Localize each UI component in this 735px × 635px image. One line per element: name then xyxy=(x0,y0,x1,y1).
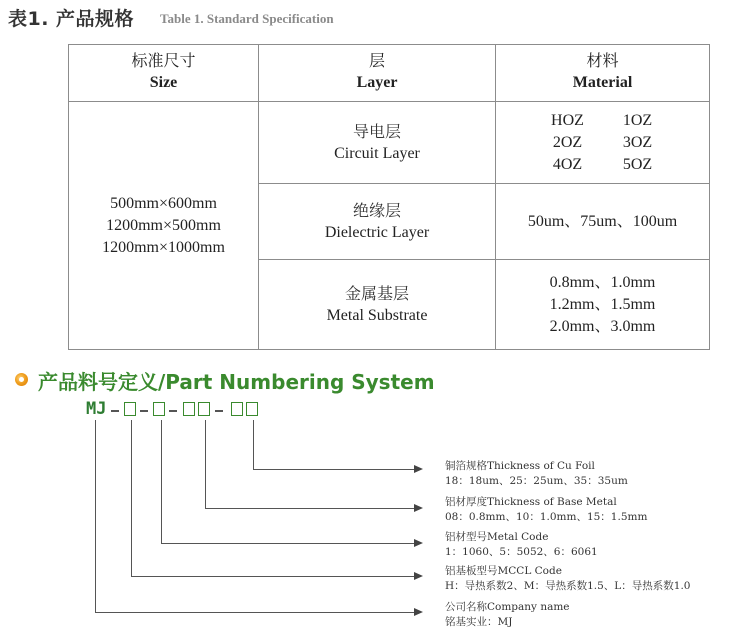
material-value: 1OZ xyxy=(622,111,653,129)
table-header-row xyxy=(69,45,710,102)
arrow-icon xyxy=(414,539,423,547)
code-prefix: MJ xyxy=(86,399,107,419)
connector-line xyxy=(205,508,416,509)
size-value: 1200mm×500mm xyxy=(106,216,221,234)
part-desc-values: H：导热系数2、M：导热系数1.5、L：导热系数1.0 xyxy=(445,580,691,592)
part-desc-title: 铝基板型号MCCL Code xyxy=(445,565,562,577)
bullet-icon xyxy=(15,373,28,386)
material-dielectric xyxy=(496,184,710,260)
layer-metal xyxy=(259,260,496,350)
part-desc-metal-code xyxy=(445,530,598,560)
part-desc-title: 铝材型号Metal Code xyxy=(445,531,549,543)
code-box-thickness-2 xyxy=(198,402,210,416)
material-value: 0.8mm、1.0mm xyxy=(549,273,656,291)
part-desc-company xyxy=(445,600,570,630)
code-box-thickness-1 xyxy=(183,402,195,416)
part-desc-title: 铜箔规格Thickness of Cu Foil xyxy=(445,460,595,472)
connector-line xyxy=(161,420,162,544)
connector-line xyxy=(253,420,254,470)
material-value: 3OZ xyxy=(622,133,653,151)
connector-line xyxy=(131,576,416,577)
header-layer-cn: 层 xyxy=(368,53,385,70)
material-metal xyxy=(496,260,710,350)
layer-dielectric-cn: 绝缘层 xyxy=(352,200,401,220)
code-dash xyxy=(215,410,223,412)
header-layer xyxy=(259,45,496,102)
material-value: 2.0mm、3.0mm xyxy=(549,317,656,335)
material-circuit xyxy=(496,102,710,184)
code-dash xyxy=(111,410,119,412)
code-dash xyxy=(169,410,177,412)
part-desc-title: 公司名称Company name xyxy=(445,601,570,613)
section-title: 产品料号定义/Part Numbering System xyxy=(38,370,435,394)
part-desc-values: 1：1060、5：5052、6：6061 xyxy=(445,546,598,558)
arrow-icon xyxy=(414,465,423,473)
connector-line xyxy=(253,469,416,470)
header-size-en: Size xyxy=(149,74,178,91)
code-dash xyxy=(140,410,148,412)
material-value: HOZ xyxy=(551,111,584,129)
connector-line xyxy=(161,543,416,544)
table-title-en: Table 1. Standard Specification xyxy=(160,11,334,26)
layer-circuit-cn: 导电层 xyxy=(352,121,401,141)
table-row-circuit xyxy=(69,102,710,184)
size-value: 1200mm×1000mm xyxy=(102,238,225,256)
material-row xyxy=(496,110,709,132)
connector-line xyxy=(95,420,96,613)
part-desc-mccl-code xyxy=(445,564,690,594)
part-desc-title: 铝材厚度Thickness of Base Metal xyxy=(445,496,617,508)
material-value: 2OZ xyxy=(552,133,583,151)
code-box-metal xyxy=(153,402,165,416)
part-desc-base-metal xyxy=(445,495,647,525)
size-value: 500mm×600mm xyxy=(110,194,217,212)
arrow-icon xyxy=(414,504,423,512)
material-value: 1.2mm、1.5mm xyxy=(549,295,656,313)
layer-metal-en: Metal Substrate xyxy=(326,306,428,324)
code-box-cufoil-2 xyxy=(246,402,258,416)
connector-line xyxy=(205,420,206,509)
material-row xyxy=(496,132,709,154)
part-desc-values: 08：0.8mm、10：1.0mm、15：1.5mm xyxy=(445,511,648,523)
layer-dielectric xyxy=(259,184,496,260)
layer-metal-cn: 金属基层 xyxy=(344,283,409,303)
code-box-mccl xyxy=(124,402,136,416)
material-value: 5OZ xyxy=(622,155,653,173)
spec-table xyxy=(68,44,710,350)
arrow-icon xyxy=(414,608,423,616)
layer-dielectric-en: Dielectric Layer xyxy=(324,223,430,241)
header-material-en: Material xyxy=(572,74,633,91)
part-desc-values: 18：18um、25：25um、35：35um xyxy=(445,475,628,487)
connector-line xyxy=(95,612,416,613)
layer-circuit xyxy=(259,102,496,184)
material-row xyxy=(496,154,709,176)
connector-line xyxy=(131,420,132,577)
header-size xyxy=(69,45,259,102)
header-layer-en: Layer xyxy=(356,74,398,91)
part-desc-values: 铭基实业：MJ xyxy=(445,616,513,628)
layer-circuit-en: Circuit Layer xyxy=(334,144,420,162)
header-material-cn: 材料 xyxy=(586,53,619,70)
size-cell xyxy=(69,102,259,350)
header-material xyxy=(496,45,710,102)
table-title-cn: 表1. 产品规格 xyxy=(8,8,135,30)
material-value: 50um、75um、100um xyxy=(527,212,678,230)
material-value: 4OZ xyxy=(552,155,583,173)
header-size-cn: 标准尺寸 xyxy=(131,53,196,70)
part-desc-cu-foil xyxy=(445,459,628,489)
code-box-cufoil-1 xyxy=(231,402,243,416)
arrow-icon xyxy=(414,572,423,580)
